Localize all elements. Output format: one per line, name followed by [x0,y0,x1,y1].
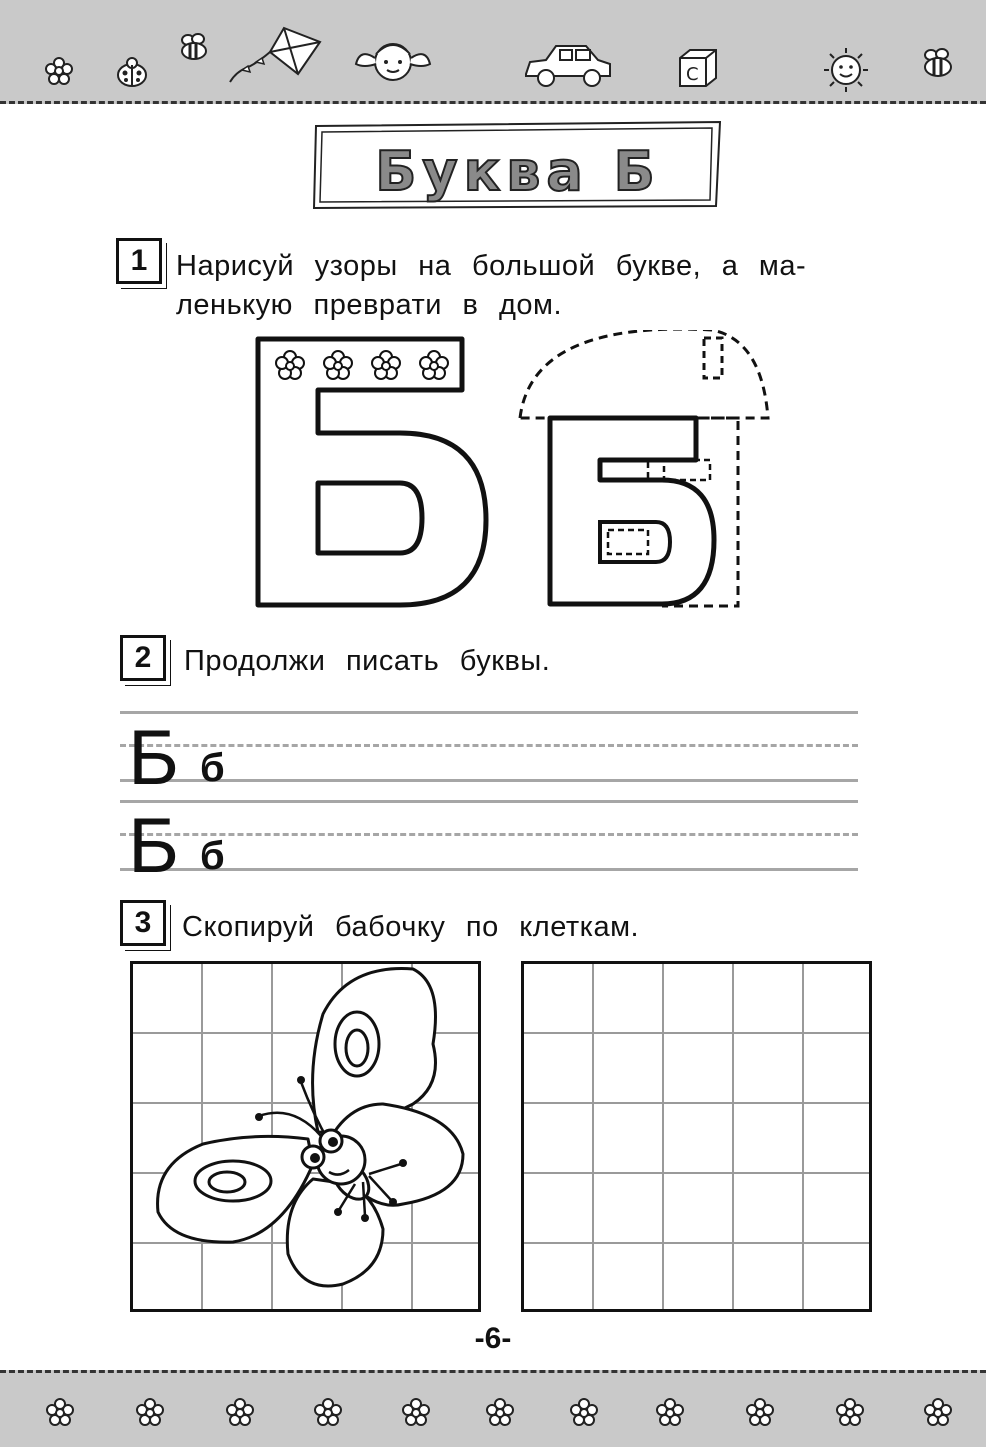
task-3-text: Скопируй бабочку по клеткам. [182,911,640,943]
task-2-number: 2 [120,635,166,681]
task-1-number: 1 [116,238,162,284]
kite-icon [226,24,326,86]
header-decor-band [0,0,986,104]
svg-text:C: C [686,64,699,85]
sample-big-letter-2: Б [128,801,180,889]
butterfly-copy-grid[interactable] [521,961,872,1312]
writing-line-2-mid [120,833,858,836]
task-3-number: 3 [120,900,166,946]
car-icon [522,40,614,88]
sample-small-letter-2: б [200,834,225,878]
title-banner [312,120,724,210]
header-dashed-border [0,101,986,104]
writing-line-2-base [120,868,858,871]
flower-row [0,1370,986,1447]
page-number: -6- [474,1322,512,1355]
task-2-text: Продолжи писать буквы. [184,645,551,677]
task-1-text-line1: Нарисуй узоры на большой букве, а ма- [176,250,807,282]
writing-line-2-top [120,800,858,803]
girl-icon [350,28,436,94]
butterfly-sample-grid [130,961,481,1312]
flower-icon [44,56,74,86]
sample-big-letter-1: Б [128,713,180,801]
task-1-text-line2: ленькую преврати в дом. [176,289,563,321]
writing-line-1-mid [120,744,858,747]
footer-decor-band [0,1370,986,1447]
bee-icon [176,32,214,62]
sample-small-letter-1: б [200,746,225,790]
writing-line-1-base [120,779,858,782]
page-title: Буква Б [375,140,661,203]
ladybug-icon [112,55,152,89]
block-icon [676,46,720,90]
bee-icon [918,46,958,80]
big-letter-outline [250,335,500,615]
sun-icon [822,46,870,94]
butterfly-icon [133,964,478,1309]
writing-line-1-top [120,711,858,714]
small-letter-house [512,330,774,612]
